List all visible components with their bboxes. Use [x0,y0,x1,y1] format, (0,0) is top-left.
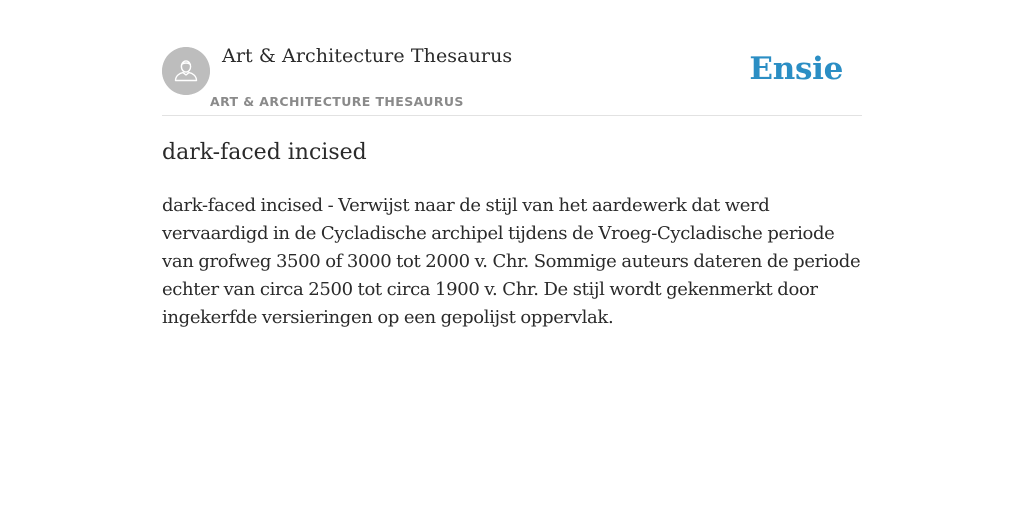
header [162,0,862,116]
author-name[interactable]: Art & Architecture Thesaurus [222,45,513,67]
article-body: dark-faced incised - Verwijst naar de stijl van het aardewerk dat werd vervaardigd in de Cycladische archipel tijdens de Vroeg-Cycladische periode van grofweg 3500 of 3000 tot 2000 v. Chr. Sommige auteurs dateren de periode echter van circa 2500 tot circa 1900 v. Chr. De stijl wordt gekenmerkt door ingekerfde versieringen op een gepolijst oppervlak. [162,195,861,328]
avatar[interactable] [162,47,210,95]
author-source: ART & ARCHITECTURE THESAURUS [210,94,464,109]
article-title: dark-faced incised [162,140,367,165]
content-container [162,0,862,328]
brand-logo[interactable]: Ensie [749,51,843,87]
user-icon [162,47,210,95]
